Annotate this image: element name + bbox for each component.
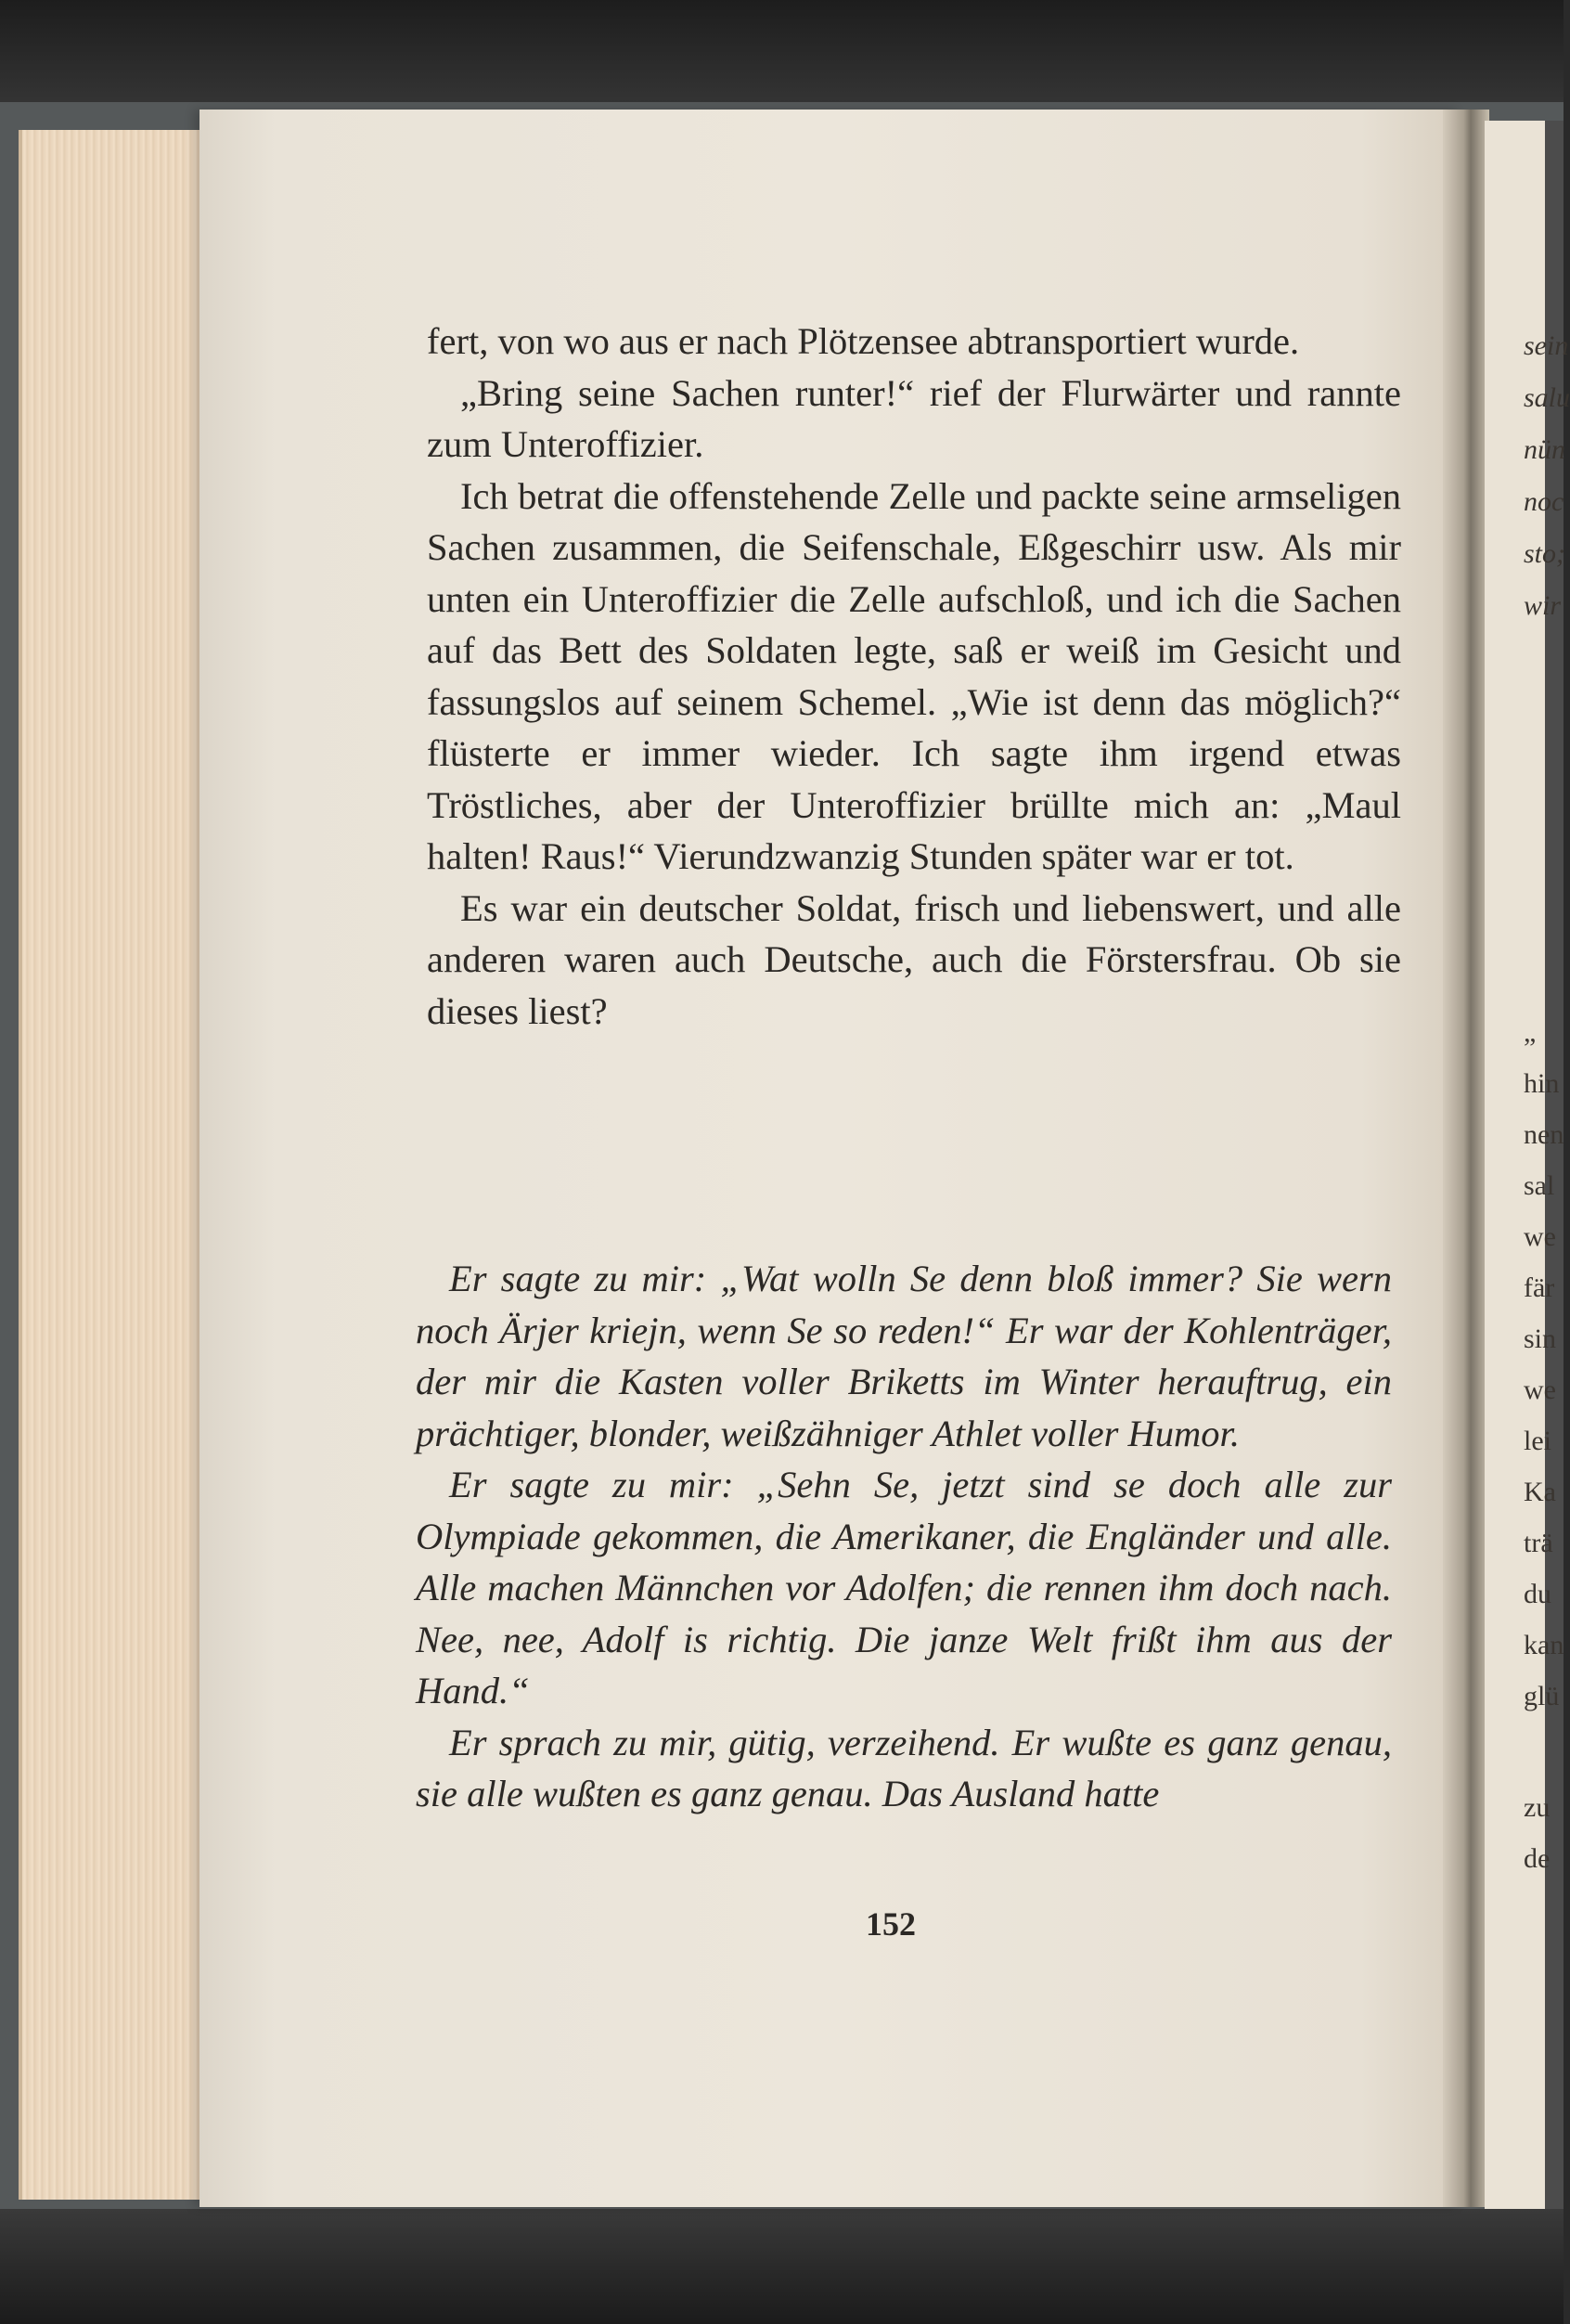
- italic-paragraph: Er sprach zu mir, gütig, verzeihend. Er wußte es ganz genau, sie alle wußten es ganz genau. Das Ausland hatte: [416, 1721, 1392, 1814]
- next-page-fragment: sto;: [1524, 538, 1565, 569]
- next-page-fragment: sin: [1524, 1323, 1557, 1354]
- body-text: [427, 316, 1401, 1037]
- next-page-fragment: nün: [1524, 434, 1565, 465]
- next-page-fragment: kan: [1524, 1630, 1564, 1660]
- next-page-fragment: we: [1524, 1221, 1556, 1252]
- next-page-fragment: nen: [1524, 1119, 1564, 1150]
- next-page-fragment: salu: [1524, 382, 1570, 413]
- paragraph: Es war ein deutscher Soldat, frisch und liebenswert, und alle anderen waren auch Deutsche, auch die Förstersfrau. Ob sie dieses liest?: [427, 886, 1401, 1032]
- next-page-fragment: noc: [1524, 486, 1564, 517]
- next-page-fragment: wir: [1524, 590, 1562, 621]
- italic-text: [416, 1253, 1392, 1820]
- next-page-fragment: sal: [1524, 1170, 1555, 1201]
- next-page-fragment: we: [1524, 1375, 1556, 1405]
- next-page-fragment: glü: [1524, 1681, 1560, 1711]
- next-page-fragment: hin: [1524, 1068, 1560, 1099]
- background-bottom: [0, 2209, 1564, 2324]
- next-page-fragment: „: [1524, 1017, 1537, 1048]
- italic-paragraph: Er sagte zu mir: „Wat wolln Se denn bloß immer? Sie wern noch Ärjer kriejn, wenn Se so reden!“ Er war der Kohlenträger, der mir die Kasten voller Briketts im Winter herauftrug, ein prächtiger, blonder, weißzähniger Athlet voller Humor.: [416, 1258, 1392, 1454]
- book-gutter: [1443, 110, 1489, 2207]
- italic-paragraph: Er sagte zu mir: „Sehn Se, jetzt sind se doch alle zur Olympiade gekommen, die Amerikaner, die Engländer und alle. Alle machen Männchen vor Adolfen; die rennen ihm doch nach. Nee, nee, Adolf is richtig. Die janze Welt frißt ihm aus der Hand.“: [416, 1464, 1392, 1711]
- next-page-fragment: trä: [1524, 1528, 1553, 1558]
- next-page-fragment: fär: [1524, 1272, 1555, 1303]
- next-page-fragment: du: [1524, 1579, 1551, 1609]
- paragraph: fert, von wo aus er nach Plötzensee abtransportiert wurde.: [427, 320, 1300, 362]
- page-number: 152: [866, 1905, 916, 1943]
- paragraph: Ich betrat die offenstehende Zelle und packte seine armseligen Sachen zusammen, die Seifenschale, Eßgeschirr usw. Als mir unten ein Unteroffizier die Zelle aufschloß, und ich die Sachen auf das Bett des Soldaten legte, saß er weiß im Gesicht und fassungslos auf seinem Schemel. „Wie ist denn das möglich?“ flüsterte er immer wieder. Ich sagte ihm irgend etwas Tröstliches, aber der Unteroffizier brüllte mich an: „Maul halten! Raus!“ Vierundzwanzig Stunden später war er tot.: [427, 474, 1401, 877]
- next-page-fragment: Ka: [1524, 1477, 1556, 1507]
- next-page-fragment: de: [1524, 1843, 1551, 1874]
- next-page-fragment: zu: [1524, 1792, 1551, 1823]
- next-page-fragment: lei: [1524, 1426, 1551, 1456]
- paragraph: „Bring seine Sachen runter!“ rief der Flurwärter und rannte zum Unteroffizier.: [427, 371, 1401, 465]
- next-page-fragment: sein: [1524, 330, 1569, 361]
